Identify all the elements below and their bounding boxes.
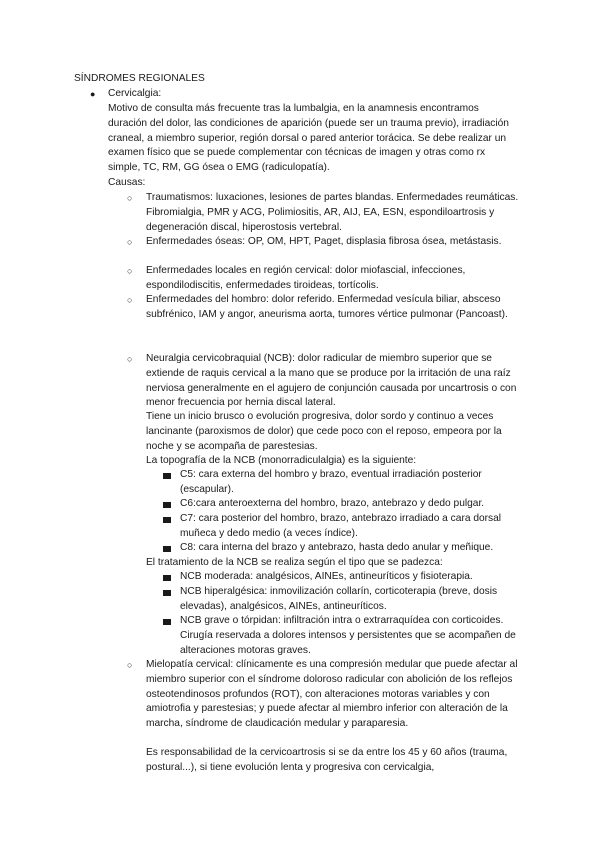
square-bullet-icon [163,546,171,552]
cause-item: Traumatismos: luxaciones, lesiones de partes blandas. Enfermedades reumáticas. Fibromialgia, PMR y ACG, Polimiositis, AR, AIJ, EA, ESN, espondiloartrosis y degeneración discal, hiperostosis vertebral. [146,192,519,233]
page-title: SÍNDROMES REGIONALES [74,73,205,84]
circle-bullet-icon: ○ [127,237,133,247]
treatment-item: NCB hiperalgésica: inmovilización collarín, corticoterapia (breve, dosis elevadas), analgésicos, AINEs, antineuríticos. [180,586,498,612]
square-bullet-icon [163,473,171,479]
treatment-item: NCB grave o tórpidan: infiltración intra o extrarraquídea con corticoides. Cirugía reservada a dolores intensos y persistentes que se acompañen de alteraciones motoras graves. [180,615,516,656]
ncb-intro: Neuralgia cervicobraquial (NCB): dolor radicular de miembro superior que se extiende de raquis cervical a la mano que se produce por la irritación de una raíz nerviosa generalmente en el agujero de conjunción causada por uncartrosis o con menor frecuencia por hernia discal lateral. [146,353,517,409]
causes-label: Causas: [108,177,146,188]
square-bullet-icon [163,590,171,596]
cause-item: Enfermedades óseas: OP, OM, HPT, Paget, displasia fibrosa ósea, metástasis. [146,236,502,247]
topography-item: C5: cara externa del hombro y brazo, eventual irradiación posterior (escapular). [180,469,482,495]
mielopatia-intro: Mielopatía cervical: clínicamente es una compresión medular que puede afectar al miembro superior con el síndrome doloroso radicular con abolición de los reflejos osteotendinosos profundos (ROT), con alteraciones motoras variables y con amiotrofia y parestesias; y puede afectar al miembro inferior con alteración de la marcha, síndrome de claudicación medular y paraparesia. [146,659,518,730]
ncb-onset: Tiene un inicio brusco o evolución progresiva, dolor sordo y continuo a veces lancinante (paroxismos de dolor) que cede poco con el reposo, empeora por la noche y se acompaña de parestesias. [146,411,502,452]
cause-item: Enfermedades del hombro: dolor referido. Enfermedad vesícula biliar, absceso subfrénico, IAM y angor, aneurisma aorta, tumores vértice pulmonar (Pancoast). [146,294,508,320]
topography-item: C6:cara anteroexterna del hombro, brazo, antebrazo y dedo pulgar. [180,498,485,509]
circle-bullet-icon: ○ [127,295,133,305]
topography-item: C7: cara posterior del hombro, brazo, antebrazo irradiado a cara dorsal muñeca y dedo medio (a veces índice). [180,513,502,539]
bullet-icon: ● [90,89,96,99]
circle-bullet-icon: ○ [127,660,133,670]
circle-bullet-icon: ○ [127,193,133,203]
treatment-item: NCB moderada: analgésicos, AINEs, antineuríticos y fisioterapia. [180,571,473,582]
square-bullet-icon [163,619,171,625]
ncb-treatment-label: El tratamiento de la NCB se realiza según el tipo que se padezca: [146,557,443,568]
square-bullet-icon [163,502,171,508]
mielopatia-responsibility: Es responsabilidad de la cervicoartrosis si se da entre los 45 y 60 años (trauma, postural...), si tiene evolución lenta y progresiva con cervicalgia, [146,747,508,773]
ncb-topography-label: La topografía de la NCB (monorradiculalgia) es la siguiente: [146,455,417,466]
cause-item: Enfermedades locales en región cervical: dolor miofascial, infecciones, espondilodiscitis, enfermedades tiroideas, tortícolis. [146,265,466,291]
topography-item: C8: cara interna del brazo y antebrazo, hasta dedo anular y meñique. [180,542,494,553]
circle-bullet-icon: ○ [127,266,133,276]
circle-bullet-icon: ○ [127,354,133,364]
cervicalgia-intro: Motivo de consulta más frecuente tras la lumbalgia, en la anamnesis encontramos duración del dolor, las condiciones de aparición (puede ser un trauma previo), irradiación craneal, a miembro superior, región dorsal o pared anterior torácica. Se debe realizar un examen físico que se puede complementar con técnicas de imagen y otras como rx simple, TC, RM, GG ósea o EMG (radiculopatía). [108,103,509,174]
cervicalgia-heading: Cervicalgia: [108,88,162,99]
square-bullet-icon [163,575,171,581]
square-bullet-icon [163,517,171,523]
